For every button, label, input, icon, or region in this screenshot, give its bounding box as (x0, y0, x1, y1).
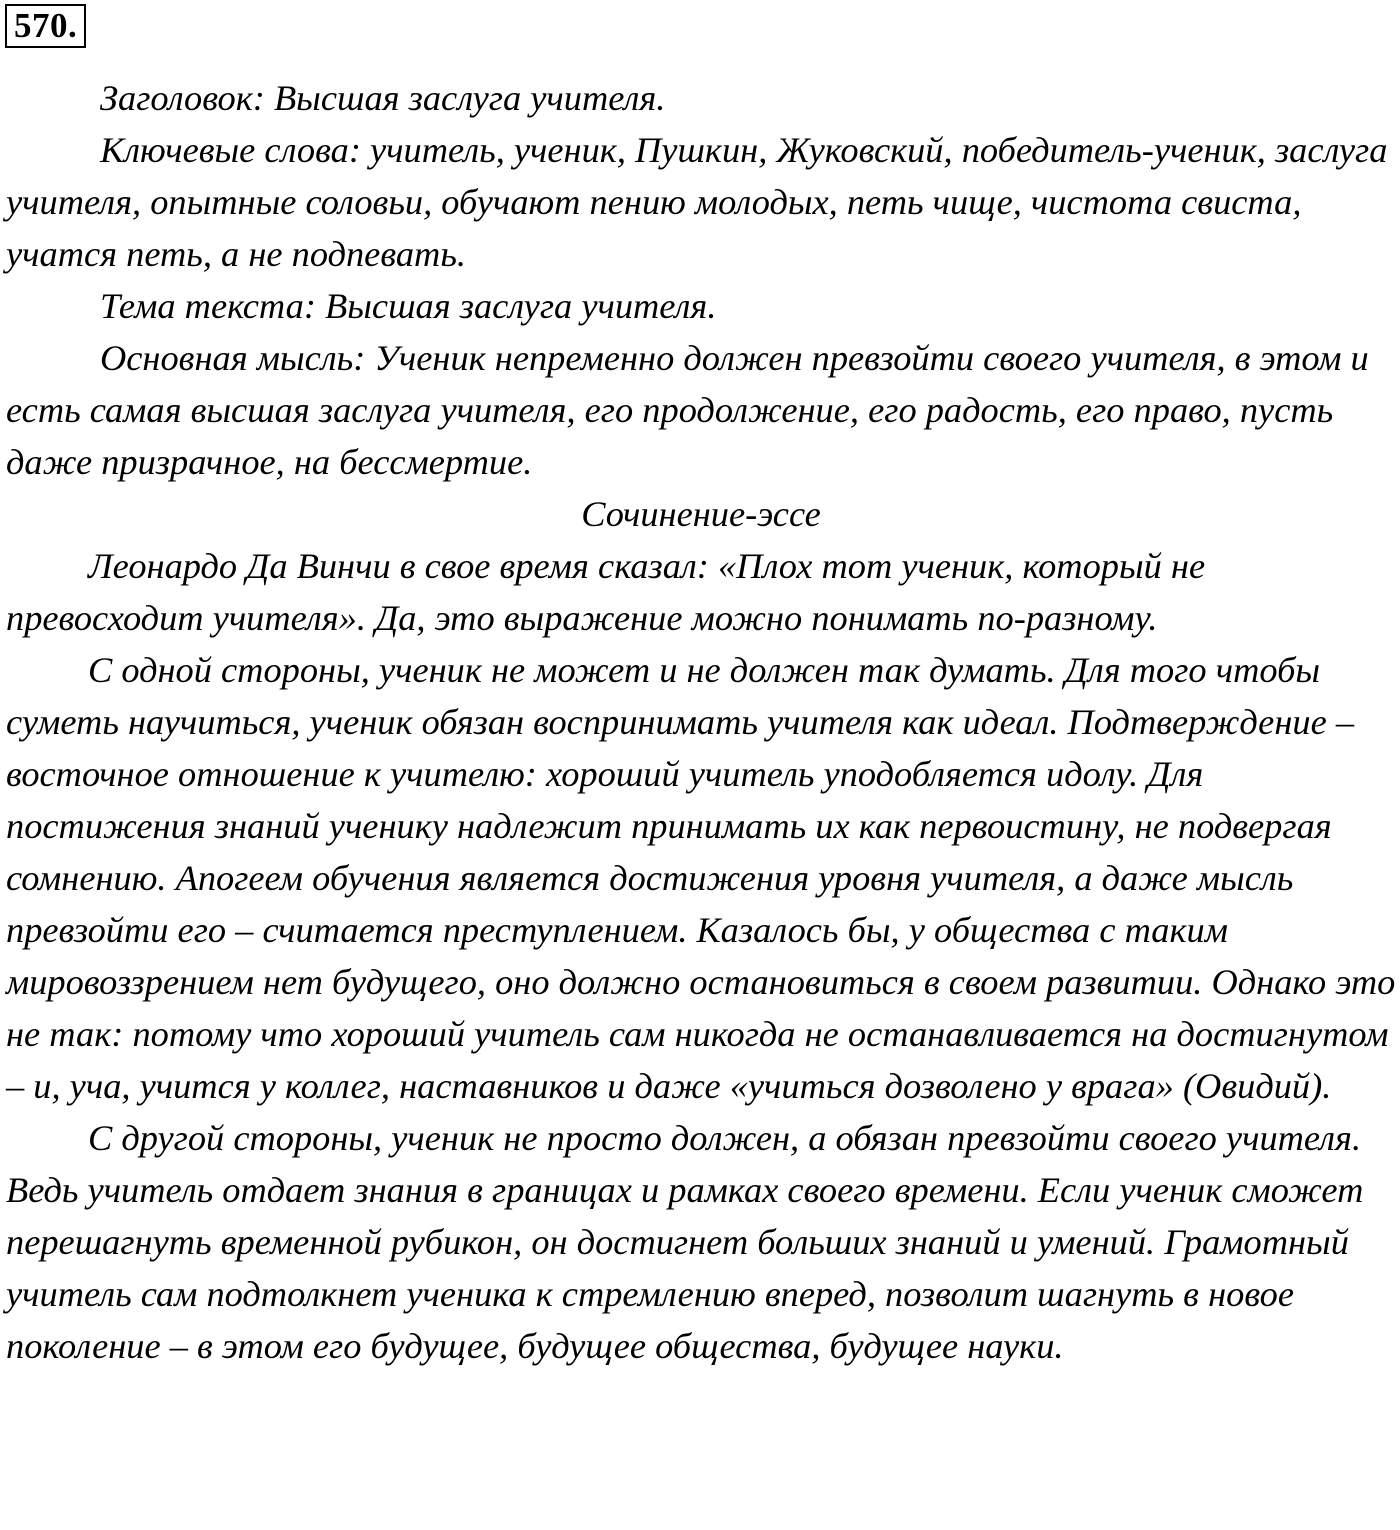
plan-title-line: Заголовок: Высшая заслуга учителя. (100, 78, 666, 118)
essay-paragraph: Леонардо Да Винчи в свое время сказал: «Плох тот ученик, который не превосходит учителя». Да, это выражение можно понимать по-разному. (6, 546, 1206, 638)
essay-heading: Сочинение-эссе (581, 494, 821, 534)
exercise-number: 570. (5, 4, 86, 48)
plan-theme-line: Тема текста: Высшая заслуга учителя. (100, 286, 717, 326)
essay-paragraph: С другой стороны, ученик не просто должен, а обязан превзойти своего учителя. Ведь учитель отдает знания в границах и рамках своего времени. Если ученик сможет перешагнуть временной рубикон, он достигнет больших знаний и умений. Грамотный учитель сам подтолкнет ученика к стремлению вперед, позволит шагнуть в новое поколение – в этом его будущее, будущее общества, будущее науки. (6, 1118, 1364, 1366)
plan-keywords-line: Ключевые слова: учитель, ученик, Пушкин, Жуковский, победитель-ученик, заслуга учителя, опытные соловьи, обучают пению молодых, петь чище, чистота свиста, учатся петь, а не подпевать. (6, 130, 1388, 274)
plan-main-idea-line: Основная мысль: Ученик непременно должен превзойти своего учителя, в этом и есть самая высшая заслуга учителя, его продолжение, его радость, его право, пусть даже призрачное, на бессмертие. (6, 338, 1369, 482)
document-body (6, 72, 1396, 1372)
essay-paragraph: С одной стороны, ученик не может и не должен так думать. Для того чтобы суметь научиться, ученик обязан воспринимать учителя как идеал. Подтверждение – восточное отношение к учителю: хороший учитель уподобляется идолу. Для постижения знаний ученику надлежит принимать их как первоистину, не подвергая сомнению. Апогеем обучения является достижения уровня учителя, а даже мысль превзойти его – считается преступлением. Казалось бы, у общества с таким мировоззрением нет будущего, оно должно остановиться в своем развитии. Однако это не так: потому что хороший учитель сам никогда не останавливается на достигнутом – и, уча, учится у коллег, наставников и даже «учиться дозволено у врага» (Овидий). (6, 650, 1396, 1106)
